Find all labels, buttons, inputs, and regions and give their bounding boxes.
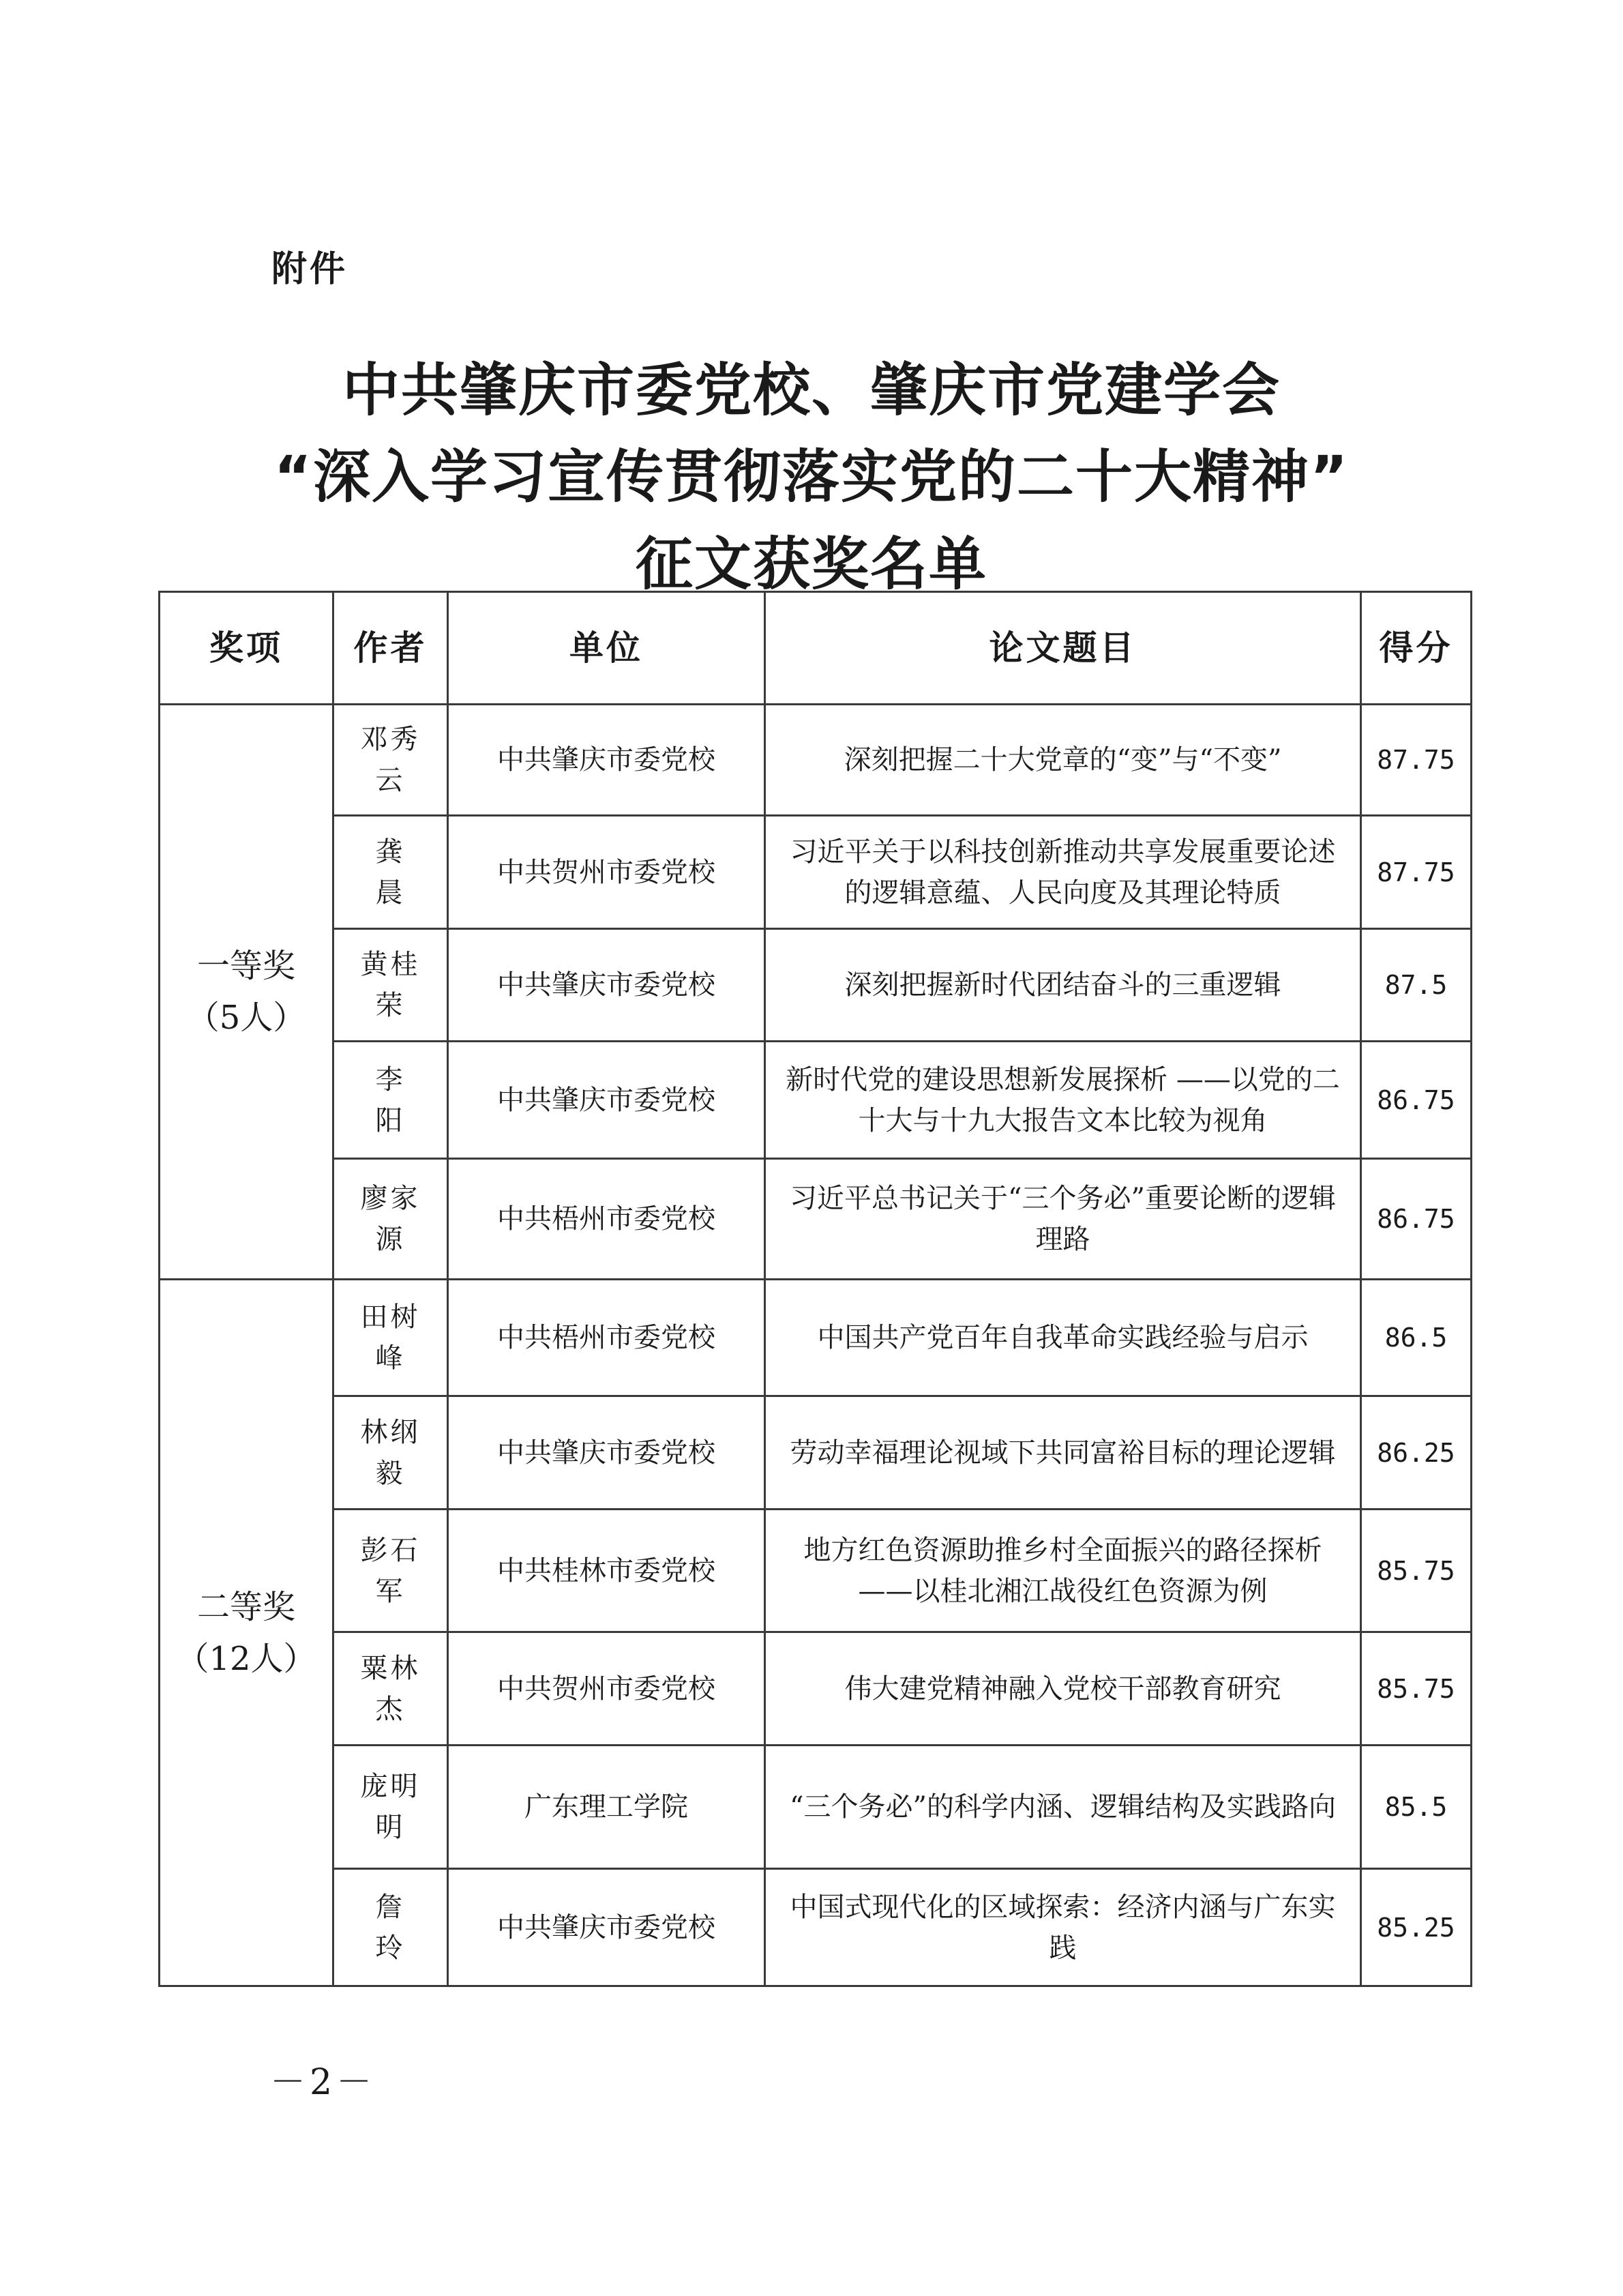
paper-title-cell: 习近平总书记关于“三个务必”重要论断的逻辑理路 — [765, 1159, 1361, 1280]
author-cell: 黄桂荣 — [333, 929, 448, 1042]
document-title-line-3: 征文获奖名单 — [635, 531, 987, 598]
author-cell: 彭石军 — [333, 1510, 448, 1632]
prize-name: 二等奖 — [196, 1587, 295, 1626]
table-row — [160, 816, 1472, 929]
paper-title-cell: 中国共产党百年自我革命实践经验与启示 — [765, 1280, 1361, 1396]
table-row — [160, 1042, 1472, 1159]
score-cell: 85.75 — [1361, 1632, 1472, 1746]
author-cell: 龚 晨 — [333, 816, 448, 929]
score-cell: 87.75 — [1361, 705, 1472, 816]
score-cell: 87.5 — [1361, 929, 1472, 1042]
awards-table — [158, 591, 1472, 1987]
unit-cell: 中共肇庆市委党校 — [448, 1042, 765, 1159]
score-cell: 86.5 — [1361, 1280, 1472, 1396]
author-cell: 廖家源 — [333, 1159, 448, 1280]
paper-title-cell: 深刻把握二十大党章的“变”与“不变” — [765, 705, 1361, 816]
score-cell: 86.75 — [1361, 1042, 1472, 1159]
unit-cell: 中共肇庆市委党校 — [448, 929, 765, 1042]
table-row — [160, 1746, 1472, 1869]
table-row — [160, 1396, 1472, 1510]
paper-title-cell: 深刻把握新时代团结奋斗的三重逻辑 — [765, 929, 1361, 1042]
score-cell: 85.25 — [1361, 1869, 1472, 1986]
score-cell: 87.75 — [1361, 816, 1472, 929]
header-author: 作者 — [333, 592, 448, 705]
paper-title-cell: 伟大建党精神融入党校干部教育研究 — [765, 1632, 1361, 1746]
score-cell: 85.75 — [1361, 1510, 1472, 1632]
table-row — [160, 1159, 1472, 1280]
unit-cell: 广东理工学院 — [448, 1746, 765, 1869]
unit-cell: 中共肇庆市委党校 — [448, 1396, 765, 1510]
header-title: 论文题目 — [765, 592, 1361, 705]
author-cell: 林纲毅 — [333, 1396, 448, 1510]
author-cell: 粟林杰 — [333, 1632, 448, 1746]
author-cell: 田树峰 — [333, 1280, 448, 1396]
score-cell: 86.75 — [1361, 1159, 1472, 1280]
document-title-line-2: “深入学习宣传贯彻落实党的二十大精神” — [273, 443, 1350, 510]
table-row — [160, 705, 1472, 816]
unit-cell: 中共肇庆市委党校 — [448, 705, 765, 816]
prize-cell-second — [160, 1280, 333, 1986]
author-cell: 庞明明 — [333, 1746, 448, 1869]
table-row — [160, 929, 1472, 1042]
author-cell: 詹 玲 — [333, 1869, 448, 1986]
paper-title-cell: 新时代党的建设思想新发展探析 ——以党的二十大与十九大报告文本比较为视角 — [765, 1042, 1361, 1159]
header-score: 得分 — [1361, 592, 1472, 705]
paper-title-cell: 习近平关于以科技创新推动共享发展重要论述的逻辑意蕴、人民向度及其理论特质 — [765, 816, 1361, 929]
unit-cell: 中共梧州市委党校 — [448, 1159, 765, 1280]
paper-title-cell: 地方红色资源助推乡村全面振兴的路径探析——以桂北湘江战役红色资源为例 — [765, 1510, 1361, 1632]
table-row — [160, 1280, 1472, 1396]
author-cell: 邓秀云 — [333, 705, 448, 816]
table-row — [160, 1510, 1472, 1632]
table-row — [160, 1869, 1472, 1986]
prize-count: （5人） — [186, 999, 306, 1037]
table-row — [160, 1632, 1472, 1746]
prize-name: 一等奖 — [196, 947, 295, 985]
unit-cell: 中共梧州市委党校 — [448, 1280, 765, 1396]
unit-cell: 中共贺州市委党校 — [448, 816, 765, 929]
attachment-label: 附件 — [271, 249, 348, 290]
header-unit: 单位 — [448, 592, 765, 705]
paper-title-cell: 中国式现代化的区域探索：经济内涵与广东实践 — [765, 1869, 1361, 1986]
document-title-line-1: 中共肇庆市委党校、肇庆市党建学会 — [342, 357, 1281, 424]
prize-cell-first — [160, 705, 333, 1280]
page-number: －2－ — [270, 2062, 376, 2103]
unit-cell: 中共桂林市委党校 — [448, 1510, 765, 1632]
header-prize: 奖项 — [160, 592, 333, 705]
paper-title-cell: 劳动幸福理论视域下共同富裕目标的理论逻辑 — [765, 1396, 1361, 1510]
unit-cell: 中共肇庆市委党校 — [448, 1869, 765, 1986]
score-cell: 85.5 — [1361, 1746, 1472, 1869]
score-cell: 86.25 — [1361, 1396, 1472, 1510]
author-cell: 李 阳 — [333, 1042, 448, 1159]
prize-count: （12人） — [176, 1639, 316, 1678]
paper-title-cell: “三个务必”的科学内涵、逻辑结构及实践路向 — [765, 1746, 1361, 1869]
unit-cell: 中共贺州市委党校 — [448, 1632, 765, 1746]
table-header-row — [160, 592, 1472, 705]
